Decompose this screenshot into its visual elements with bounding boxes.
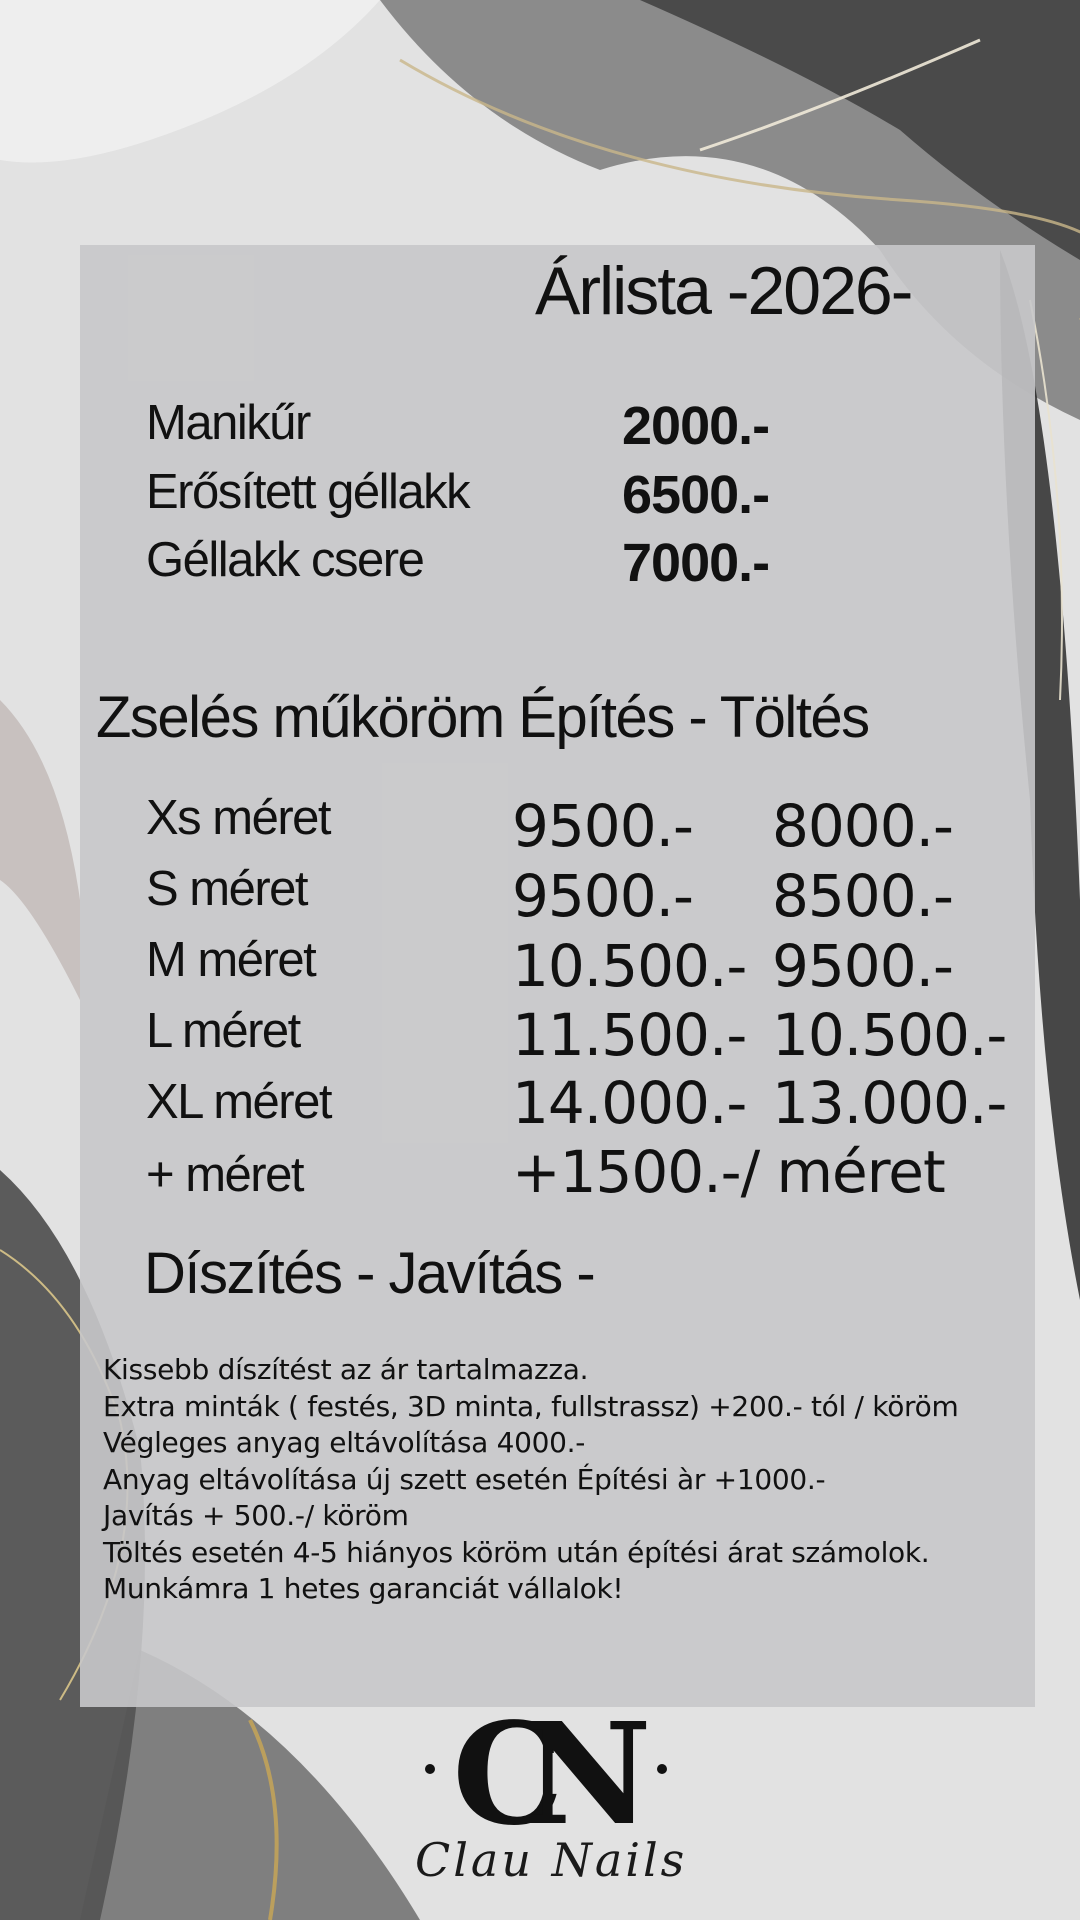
size-build-price: 14.000.- (512, 1069, 747, 1137)
service-label: Géllakk csere (146, 533, 424, 587)
size-build-price: 9500.- (512, 862, 693, 930)
service-price: 2000.- (622, 396, 770, 456)
size-fill-price: 13.000.- (772, 1069, 1007, 1137)
page-title: Árlista -2026- (535, 253, 912, 329)
section-heading-gel: Zselés műköröm Építés - Töltés (96, 685, 869, 750)
plus-size-price: +1500.-/ méret (512, 1138, 945, 1206)
brand-name: Clau Nails (415, 1833, 688, 1887)
size-build-price: 10.500.- (512, 932, 747, 1000)
note-line: Töltés esetén 4-5 hiányos köröm után építési árat számolok. (103, 1535, 930, 1569)
note-line: Kissebb díszítést az ár tartalmazza. (103, 1353, 589, 1386)
size-label: S méret (146, 862, 308, 916)
size-label: + méret (146, 1148, 303, 1202)
svg-text:CN: CN (452, 1705, 612, 1835)
note-line: Javítás + 500.-/ köröm (103, 1499, 409, 1532)
size-fill-price: 9500.- (772, 932, 953, 1000)
section-heading-decoration: Díszítés - Javítás - (144, 1241, 595, 1306)
size-label: M méret (146, 933, 316, 987)
logo-dot-right (657, 1764, 667, 1774)
service-label: Manikűr (146, 396, 310, 450)
note-line: Extra minták ( festés, 3D minta, fullstrassz) +200.- tól / köröm (103, 1389, 959, 1423)
size-fill-price: 8000.- (772, 792, 953, 860)
size-fill-price: 10.500.- (772, 1001, 1007, 1069)
size-label: L méret (146, 1004, 300, 1058)
size-build-price: 9500.- (512, 792, 693, 860)
service-price: 6500.- (622, 465, 770, 525)
brand-logo-icon (412, 1705, 652, 1835)
service-label: Erősített géllakk (146, 465, 470, 519)
note-line: Munkámra 1 hetes garanciát vállalok! (103, 1572, 624, 1605)
note-line: Végleges anyag eltávolítása 4000.- (103, 1426, 586, 1459)
size-fill-price: 8500.- (772, 862, 953, 930)
size-build-price: 11.500.- (512, 1001, 747, 1069)
service-price: 7000.- (622, 533, 770, 593)
note-line: Anyag eltávolítása új szett esetén Építési àr +1000.- (103, 1462, 826, 1496)
size-label: XL méret (146, 1075, 331, 1129)
notes-list (103, 1352, 1023, 1608)
size-label: Xs méret (146, 791, 331, 845)
